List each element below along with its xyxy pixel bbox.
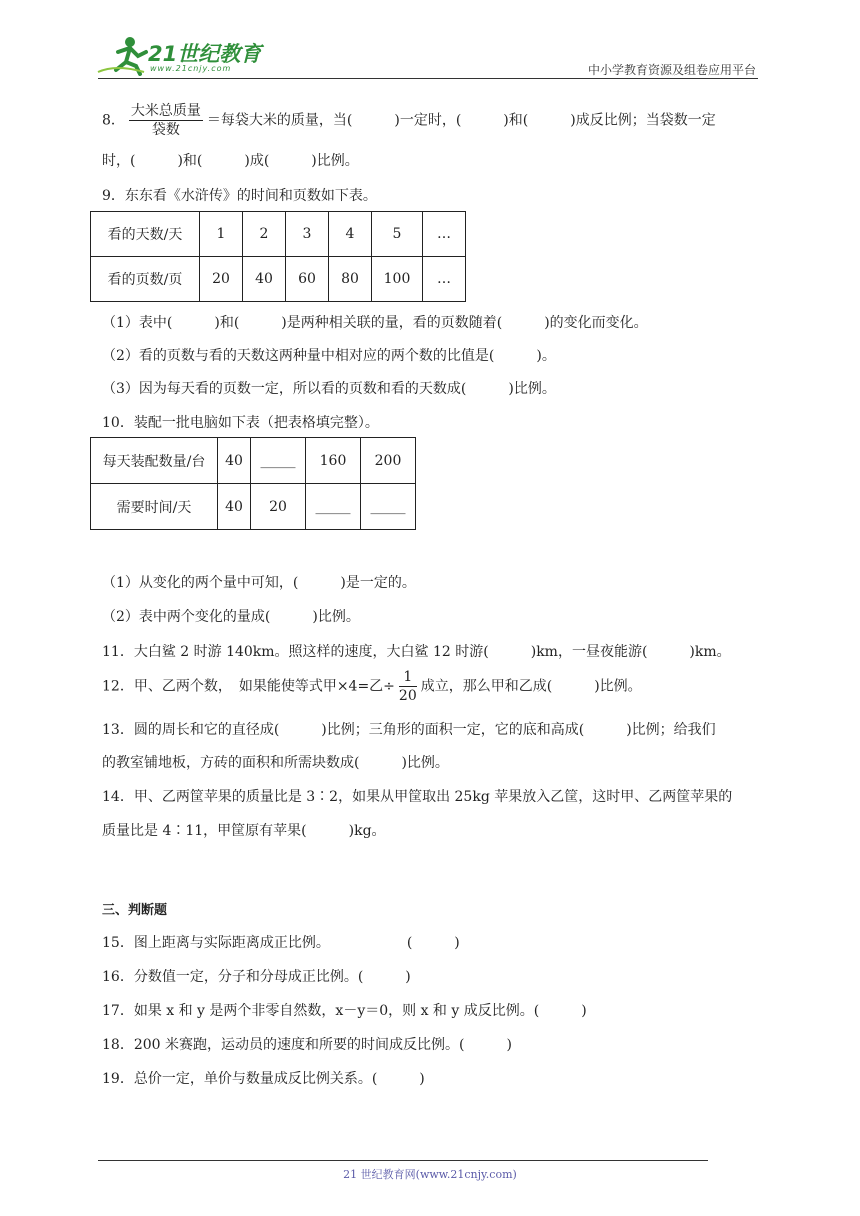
- header-divider: [98, 78, 758, 79]
- table-row: 需要时间/天 40 20 _____ _____: [91, 484, 416, 530]
- section-title: 三、判断题: [102, 903, 168, 918]
- q10-table: [90, 437, 416, 530]
- question-16: 16．分数值一定，分子和分母成正比例。( ): [102, 969, 411, 985]
- question-8-line2: 时，( )和( )成( )比例。: [102, 153, 359, 169]
- q9-sub1: （1）表中( )和( )是两种相关联的量，看的页数随着( )的变化而变化。: [102, 315, 648, 331]
- question-14-line1: 14．甲、乙两筐苹果的质量比是 3∶2，如果从甲筐取出 25kg 苹果放入乙筐，这时甲、乙两筐苹果的: [102, 789, 733, 805]
- question-12: 12．甲、乙两个数， 如果能使等式甲×4=乙÷ $\frac{1}{20}$ 成立，那么甲和乙成( )比例。: [102, 669, 642, 704]
- q9-sub3: （3）因为每天看的页数一定，所以看的页数和看的天数成( )比例。: [102, 381, 556, 397]
- fraction: $\frac{\text{大米总质量}}{\text{袋数}}$: [130, 103, 201, 138]
- logo-text: 21世纪教育: [148, 42, 262, 66]
- q10-sub1: （1）从变化的两个量中可知，( )是一定的。: [102, 575, 416, 591]
- footer-divider: [98, 1160, 708, 1161]
- q9-sub2: （2）看的页数与看的天数这两种量中相对应的两个数的比值是( )。: [102, 348, 556, 364]
- question-19: 19．总价一定，单价与数量成反比例关系。( ): [102, 1071, 425, 1087]
- fraction: $\frac{1}{20}$: [398, 669, 417, 704]
- table-row: 每天装配数量/台 40 _____ 160 200: [91, 438, 416, 484]
- question-18: 18．200 米赛跑，运动员的速度和所要的时间成反比例。( ): [102, 1037, 512, 1053]
- header-platform-text: 中小学教育资源及组卷应用平台: [587, 63, 756, 77]
- logo-url: www.21cnjy.com: [150, 64, 232, 73]
- footer-text: 21 世纪教育网(www.21cnjy.com): [343, 1168, 517, 1181]
- q9-table: [90, 211, 466, 302]
- table-row: 看的页数/页 20 40 60 80 100 …: [91, 257, 466, 302]
- question-13-line2: 的教室铺地板，方砖的面积和所需块数成( )比例。: [102, 755, 449, 771]
- question-13-line1: 13．圆的周长和它的直径成( )比例；三角形的面积一定，它的底和高成( )比例；给我们: [102, 722, 716, 738]
- question-17: 17．如果 x 和 y 是两个非零自然数，x－y＝0，则 x 和 y 成反比例。( ): [102, 1003, 587, 1019]
- table-row: 看的天数/天 1 2 3 4 5 …: [91, 212, 466, 257]
- question-8-line1: 8． $\frac{\text{大米总质量}}{\text{袋数}}$ ＝每袋大米的质量，当( )一定时，( )和( )成反比例；当袋数一定: [102, 103, 716, 138]
- question-14-line2: 质量比是 4∶11，甲筐原有苹果( )kg。: [102, 823, 386, 839]
- question-15: 15．图上距离与实际距离成正比例。 ( ): [102, 935, 460, 951]
- q10-sub2: （2）表中两个变化的量成( )比例。: [102, 609, 360, 625]
- question-11: 11．大白鲨 2 时游 140km。照这样的速度，大白鲨 12 时游( )km，一昼夜能游( )km。: [102, 644, 731, 660]
- question-9-stem: 9．东东看《水浒传》的时间和页数如下表。: [102, 188, 377, 204]
- question-10-stem: 10．装配一批电脑如下表（把表格填完整）。: [102, 415, 379, 431]
